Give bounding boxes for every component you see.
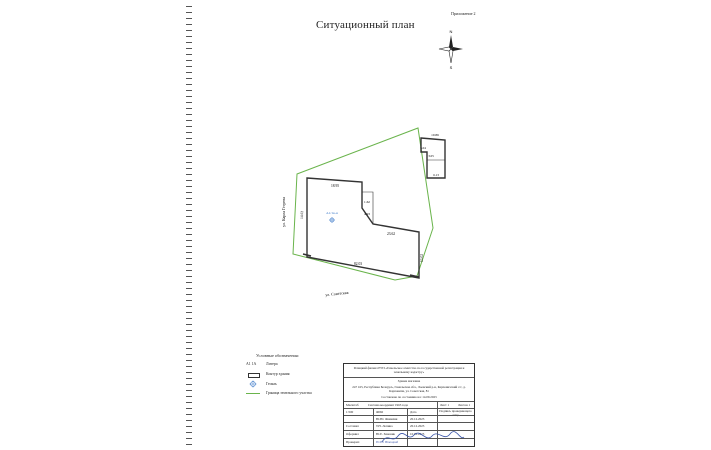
binding-hole bbox=[186, 336, 192, 337]
binding-hole bbox=[186, 144, 192, 145]
binding-hole bbox=[186, 114, 192, 115]
stamp-first-date: 20.12.2023 bbox=[410, 417, 425, 421]
situation-plan bbox=[255, 120, 455, 320]
binding-hole bbox=[186, 48, 192, 49]
binding-hole bbox=[186, 180, 192, 181]
dim-annex-top: 10.86 bbox=[431, 133, 439, 137]
binding-hole bbox=[186, 18, 192, 19]
binding-hole bbox=[186, 42, 192, 43]
stamp-col-sign: Подпись проверяющего лица bbox=[439, 409, 472, 417]
stamp-scale-label: Масштаб bbox=[346, 403, 359, 407]
binding-hole bbox=[186, 216, 192, 217]
binding-hole bbox=[186, 234, 192, 235]
compass-south: S bbox=[449, 65, 453, 70]
dim-mid: 23.62 bbox=[386, 232, 396, 236]
binding-hole bbox=[186, 12, 192, 13]
street-bottom-label: ул. Советская bbox=[325, 289, 349, 298]
binding-hole bbox=[186, 426, 192, 427]
binding-hole bbox=[186, 156, 192, 157]
binding-hole bbox=[186, 402, 192, 403]
binding-hole bbox=[186, 240, 192, 241]
dim-annex-side: 5.04 bbox=[420, 146, 426, 150]
binding-hole bbox=[186, 120, 192, 121]
binding-hole bbox=[186, 408, 192, 409]
binding-hole bbox=[186, 108, 192, 109]
stamp-object: Здание магазина bbox=[397, 379, 421, 383]
stamp-role-0: Составил bbox=[346, 424, 359, 428]
legend-label-contour: Контур здания bbox=[266, 372, 290, 376]
binding-hole bbox=[186, 90, 192, 91]
stamp-first-name: Ю.Ю. Фамилия bbox=[376, 417, 398, 421]
stamp-date-0: 20.12.2023 bbox=[410, 424, 425, 428]
binding-hole bbox=[186, 228, 192, 229]
stamp-date-note: Составлено по состоянию на: 14.09.2023 bbox=[381, 395, 437, 399]
binding-hole bbox=[186, 342, 192, 343]
binding-hole bbox=[186, 102, 192, 103]
binding-hole bbox=[186, 72, 192, 73]
binding-hole bbox=[186, 6, 192, 7]
building-letter-label: А1/1к-н bbox=[326, 211, 338, 215]
binding-hole bbox=[186, 348, 192, 349]
binding-hole bbox=[186, 318, 192, 319]
binding-hole bbox=[186, 162, 192, 163]
binding-hole bbox=[186, 390, 192, 391]
binding-margin bbox=[186, 0, 194, 450]
dim-annex-bottom: 6.13 bbox=[433, 173, 439, 177]
stamp-name-0: Т.Н. Лопина bbox=[376, 424, 393, 428]
binding-hole bbox=[186, 210, 192, 211]
binding-hole bbox=[186, 270, 192, 271]
binding-hole bbox=[186, 396, 192, 397]
dim-top-left: 18.95 bbox=[330, 184, 340, 188]
binding-hole bbox=[186, 282, 192, 283]
dim-step-small: 1.62 bbox=[364, 200, 370, 204]
stamp-sheet: Лист 1 bbox=[440, 403, 450, 407]
binding-hole bbox=[186, 288, 192, 289]
land-plot-boundary bbox=[293, 128, 433, 280]
binding-hole bbox=[186, 36, 192, 37]
binding-hole bbox=[186, 150, 192, 151]
binding-hole bbox=[186, 276, 192, 277]
stamp-col-fio: ФИО bbox=[376, 410, 384, 414]
binding-hole bbox=[186, 54, 192, 55]
binding-hole bbox=[186, 330, 192, 331]
page-title: Ситуационный план bbox=[316, 19, 415, 31]
binding-hole bbox=[186, 222, 192, 223]
legend-label-geopoint: Геокаь bbox=[266, 382, 277, 386]
compass-north: N bbox=[449, 29, 453, 34]
binding-hole bbox=[186, 198, 192, 199]
legend-label-boundary: Граница земельного участка bbox=[266, 391, 312, 395]
binding-hole bbox=[186, 324, 192, 325]
dim-right-vertical: 13.02 bbox=[420, 253, 424, 263]
stamp-date-1: 10.02.2025 bbox=[410, 432, 425, 436]
legend-label-letter: Литера bbox=[266, 362, 278, 366]
legend-title: Условные обозначения: bbox=[256, 353, 299, 358]
geopoint-legend-icon bbox=[249, 380, 257, 388]
binding-hole bbox=[186, 420, 192, 421]
binding-hole bbox=[186, 84, 192, 85]
stamp-name-2: Ю.Ю. Новицкий bbox=[376, 440, 399, 444]
stamp-role-2: Проверил bbox=[346, 440, 360, 444]
binding-hole bbox=[186, 264, 192, 265]
binding-hole bbox=[186, 174, 192, 175]
binding-hole bbox=[186, 258, 192, 259]
binding-hole bbox=[186, 300, 192, 301]
binding-hole bbox=[186, 132, 192, 133]
appendix-label: Приложение 2 bbox=[451, 11, 476, 16]
binding-hole bbox=[186, 96, 192, 97]
binding-hole bbox=[186, 186, 192, 187]
binding-hole bbox=[186, 192, 192, 193]
dim-step-small2: 4.93 bbox=[364, 212, 370, 216]
binding-hole bbox=[186, 372, 192, 373]
dim-annex-mid: 3.05 bbox=[428, 154, 434, 158]
binding-hole bbox=[186, 432, 192, 433]
compass-rose-icon bbox=[436, 27, 466, 71]
binding-hole bbox=[186, 246, 192, 247]
binding-hole bbox=[186, 168, 192, 169]
binding-hole bbox=[186, 414, 192, 415]
land-boundary-icon bbox=[246, 393, 260, 394]
stamp-col-date: Дата bbox=[410, 410, 417, 414]
binding-hole bbox=[186, 438, 192, 439]
dim-left-vertical: 14.63 bbox=[299, 210, 305, 220]
binding-hole bbox=[186, 366, 192, 367]
stamp-coord-system: Система координат 1963 года bbox=[368, 403, 408, 407]
stamp-organization: Речицкий филиал РУП «Гомельское агентство по государственной регистрации и земельному кадастру» bbox=[353, 366, 465, 374]
legend bbox=[246, 362, 341, 402]
binding-hole bbox=[186, 312, 192, 313]
binding-hole bbox=[186, 24, 192, 25]
binding-hole bbox=[186, 378, 192, 379]
binding-hole bbox=[186, 360, 192, 361]
binding-hole bbox=[186, 66, 192, 67]
binding-hole bbox=[186, 60, 192, 61]
dim-bottom: 82.03 bbox=[353, 262, 363, 266]
binding-hole bbox=[186, 384, 192, 385]
stamp-role-1: Оформил bbox=[346, 432, 359, 436]
binding-hole bbox=[186, 138, 192, 139]
stamp-sheets: Листов 1 bbox=[458, 403, 471, 407]
binding-hole bbox=[186, 78, 192, 79]
stamp-scale: 1:500 bbox=[346, 410, 354, 414]
building-contour bbox=[307, 178, 419, 278]
binding-hole bbox=[186, 126, 192, 127]
binding-hole bbox=[186, 444, 192, 445]
legend-symbol-letter: А1 1А bbox=[246, 362, 257, 366]
street-left-label: ул. Карла Гегрева bbox=[281, 197, 286, 227]
binding-hole bbox=[186, 30, 192, 31]
binding-hole bbox=[186, 252, 192, 253]
binding-hole bbox=[186, 204, 192, 205]
binding-hole bbox=[186, 354, 192, 355]
binding-hole bbox=[186, 306, 192, 307]
building-contour-icon bbox=[248, 373, 260, 378]
stamp-name-1: Ю.Е. Зиновик bbox=[376, 432, 395, 436]
binding-hole bbox=[186, 294, 192, 295]
signature-scribble bbox=[378, 430, 468, 446]
stamp-address: 247 165, Республика Беларусь, Гомельская обл., Лоевский р-н, Карповичский с/с, д. Карповичи, ул. Советская, 81 bbox=[352, 385, 466, 393]
